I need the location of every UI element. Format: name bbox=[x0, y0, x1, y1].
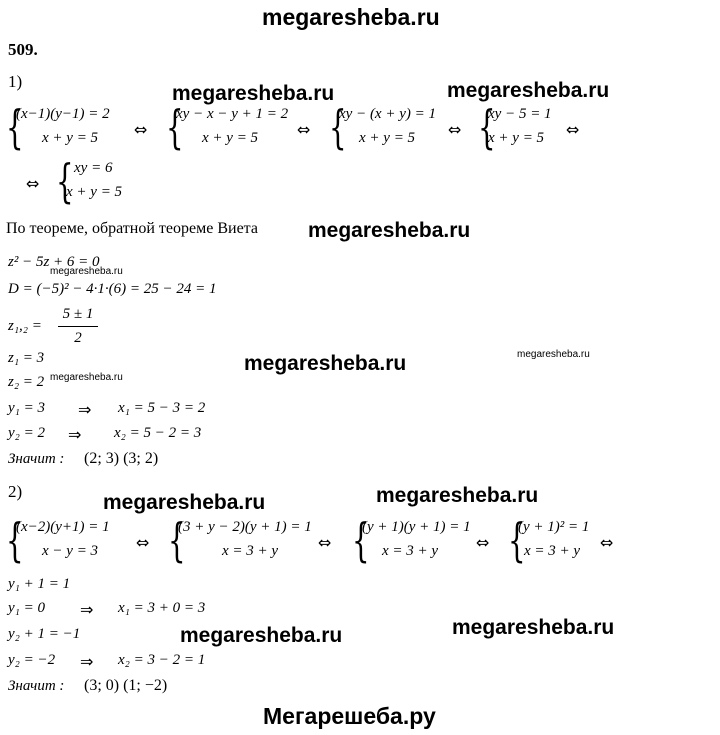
system-2-2 bbox=[168, 513, 318, 567]
discriminant: D = (−5)² − 4·1·(6) = 25 − 24 = 1 bbox=[8, 281, 217, 297]
site-footer: Мегарешеба.ру bbox=[263, 703, 436, 729]
equation: (3 + y − 2)(y + 1) = 1 bbox=[178, 519, 312, 535]
equation: x + y = 5 bbox=[66, 184, 123, 200]
equivalence-icon: ⇔ bbox=[318, 533, 332, 552]
equation: (y + 1)(y + 1) = 1 bbox=[362, 519, 471, 535]
roots-formula-lhs: z₁,₂ = bbox=[8, 318, 42, 334]
brace-icon: { bbox=[352, 513, 370, 567]
site-header: megaresheba.ru bbox=[262, 4, 440, 30]
answer-label: Значит : bbox=[8, 678, 65, 694]
equation: x + y = 5 bbox=[202, 130, 259, 146]
y1-value: y₁ = 0 bbox=[8, 600, 45, 616]
part1-label: 1) bbox=[8, 72, 23, 91]
implies-icon: ⇒ bbox=[80, 600, 94, 619]
equation: x = 3 + y bbox=[382, 543, 439, 559]
system-1-1 bbox=[6, 100, 146, 154]
answer: (3; 0) (1; −2) bbox=[84, 677, 168, 694]
equivalence-icon: ⇔ bbox=[448, 120, 462, 139]
brace-icon: { bbox=[166, 100, 184, 154]
equivalence-icon: ⇔ bbox=[136, 533, 150, 552]
equation: x + y = 5 bbox=[488, 130, 545, 146]
equation: xy − x − y + 1 = 2 bbox=[176, 106, 289, 122]
y2-value: y₂ = −2 bbox=[8, 652, 56, 668]
equation: xy = 6 bbox=[74, 160, 113, 176]
brace-icon: { bbox=[6, 100, 24, 154]
system-1-3 bbox=[329, 100, 449, 154]
watermark: megaresheba.ru bbox=[244, 352, 407, 375]
problem-number: 509. bbox=[8, 40, 38, 59]
part2-label: 2) bbox=[8, 482, 23, 501]
fraction-bar bbox=[58, 326, 98, 327]
equation: x = 3 + y bbox=[222, 543, 279, 559]
answer-label: Значит : bbox=[8, 451, 65, 467]
implies-icon: ⇒ bbox=[78, 400, 92, 419]
equivalence-icon: ⇔ bbox=[600, 533, 614, 552]
roots-numerator: 5 ± 1 bbox=[62, 306, 94, 322]
watermark: megaresheba.ru bbox=[50, 372, 123, 383]
x2-value: x₂ = 5 − 2 = 3 bbox=[114, 425, 202, 441]
equivalence-icon: ⇔ bbox=[476, 533, 490, 552]
root-z1: z₁ = 3 bbox=[8, 350, 45, 366]
watermark: megaresheba.ru bbox=[376, 484, 539, 507]
system-2-3 bbox=[352, 513, 482, 567]
equation: x + y = 5 bbox=[42, 130, 99, 146]
equation: y₂ + 1 = −1 bbox=[8, 626, 81, 642]
x2-value: x₂ = 3 − 2 = 1 bbox=[118, 652, 206, 668]
watermark: megaresheba.ru bbox=[103, 491, 266, 514]
x1-value: x₁ = 5 − 3 = 2 bbox=[118, 400, 206, 416]
equation: (y + 1)² = 1 bbox=[518, 519, 590, 535]
system-1-4 bbox=[478, 100, 558, 154]
brace-icon: { bbox=[478, 100, 496, 154]
vieta-text: По теореме, обратной теореме Виета bbox=[6, 220, 258, 237]
equation: x + y = 5 bbox=[359, 130, 416, 146]
y2-value: y₂ = 2 bbox=[8, 425, 45, 441]
equation: y₁ + 1 = 1 bbox=[8, 576, 71, 592]
equivalence-icon: ⇔ bbox=[297, 120, 311, 139]
roots-denominator: 2 bbox=[74, 330, 82, 346]
equivalence-icon: ⇔ bbox=[26, 174, 40, 193]
watermark: megaresheba.ru bbox=[452, 616, 615, 639]
equation: (x−2)(y+1) = 1 bbox=[16, 519, 110, 535]
system-2-4 bbox=[508, 513, 608, 567]
x1-value: x₁ = 3 + 0 = 3 bbox=[118, 600, 206, 616]
implies-icon: ⇒ bbox=[80, 652, 94, 671]
brace-icon: { bbox=[56, 154, 74, 208]
answer: (2; 3) (3; 2) bbox=[84, 450, 159, 467]
implies-icon: ⇒ bbox=[68, 425, 82, 444]
watermark: megaresheba.ru bbox=[447, 79, 610, 102]
brace-icon: { bbox=[329, 100, 347, 154]
equivalence-icon: ⇔ bbox=[134, 120, 148, 139]
quadratic-equation: z² − 5z + 6 = 0 bbox=[8, 254, 100, 270]
watermark: megaresheba.ru bbox=[50, 266, 123, 277]
watermark: megaresheba.ru bbox=[308, 219, 471, 242]
system-1-5 bbox=[56, 154, 136, 208]
equation: (x−1)(y−1) = 2 bbox=[16, 106, 110, 122]
watermark: megaresheba.ru bbox=[172, 82, 335, 105]
brace-icon: { bbox=[6, 513, 24, 567]
brace-icon: { bbox=[508, 513, 526, 567]
watermark: megaresheba.ru bbox=[517, 349, 590, 360]
equation: xy − 5 = 1 bbox=[488, 106, 552, 122]
root-z2: z₂ = 2 bbox=[8, 374, 45, 390]
watermark: megaresheba.ru bbox=[180, 624, 343, 647]
brace-icon: { bbox=[168, 513, 186, 567]
y1-value: y₁ = 3 bbox=[8, 400, 45, 416]
equation: x − y = 3 bbox=[42, 543, 99, 559]
system-2-1 bbox=[6, 513, 136, 567]
equivalence-icon: ⇔ bbox=[566, 120, 580, 139]
equation: x = 3 + y bbox=[524, 543, 581, 559]
system-1-2 bbox=[166, 100, 316, 154]
equation: xy − (x + y) = 1 bbox=[339, 106, 436, 122]
